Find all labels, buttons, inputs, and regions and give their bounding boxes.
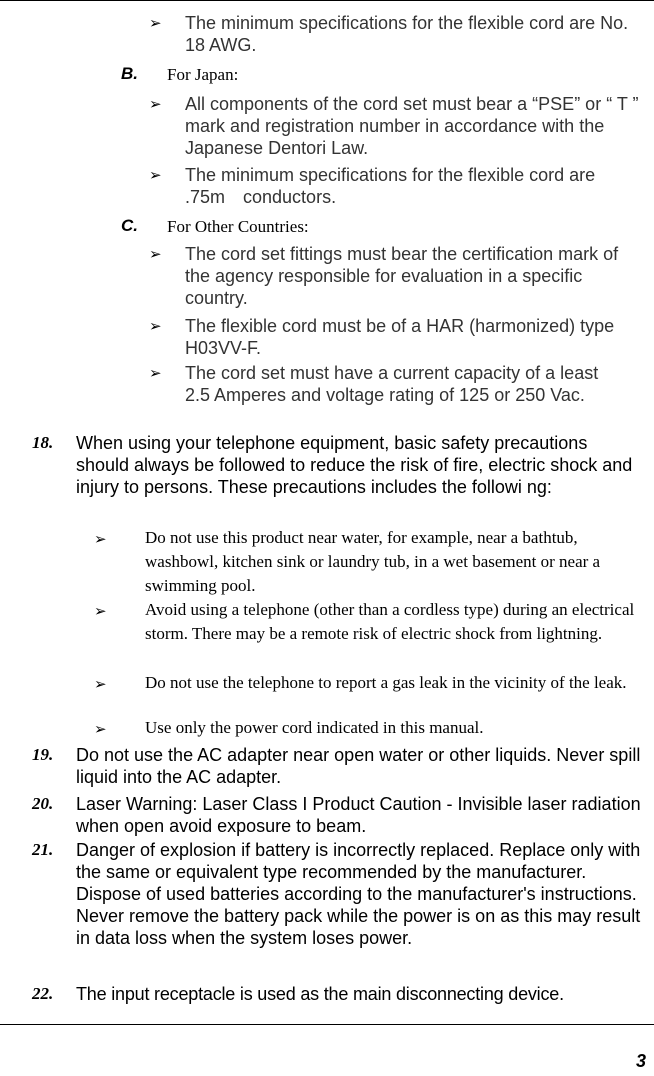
- bullet-arrow-icon: ➢: [94, 602, 107, 620]
- section-title-japan: For Japan:: [167, 65, 239, 84]
- section-title-other-countries: For Other Countries:: [167, 217, 309, 236]
- safety-bullet-water: Do not use this product near water, for example, near a bathtub, washbowl, kitchen sink or laundry tub, in a wet basement or near a swimming pool.: [145, 528, 601, 595]
- cord-spec-bullet: The minimum specifications for the flexible cord are No. 18 AWG.: [185, 13, 629, 55]
- footer-rule: [0, 1024, 654, 1025]
- item-number-22: 22.: [32, 984, 54, 1003]
- other-bullet-capacity: The cord set must have a current capacity of a least 2.5 Amperes and voltage rating of 125 or 250 Vac.: [185, 363, 599, 405]
- japan-bullet-spec: The minimum specifications for the flexible cord are .75m conductors.: [185, 165, 596, 207]
- section-letter-b: B.: [121, 64, 138, 83]
- bullet-arrow-icon: ➢: [149, 166, 162, 184]
- item-21-text: Danger of explosion if battery is incorrectly replaced. Replace only with the same or equivalent type recommended by the manufacturer. Dispose of used batteries according to the manufacturer's instructions. Never remove the battery pack while the power is on as this may result in data loss when the system loses power.: [76, 840, 641, 948]
- other-bullet-certification: The cord set fittings must bear the certification mark of the agency responsible for evaluation in a specific country.: [185, 244, 619, 308]
- bullet-arrow-icon: ➢: [149, 317, 162, 335]
- bullet-arrow-icon: ➢: [149, 364, 162, 382]
- item-19-text: Do not use the AC adapter near open water or other liquids. Never spill liquid into the AC adapter.: [76, 745, 641, 787]
- page-number: 3: [635, 1051, 646, 1071]
- top-rule: [0, 0, 654, 1]
- safety-bullet-gas: Do not use the telephone to report a gas leak in the vicinity of the leak.: [145, 673, 627, 692]
- item-22-text: The input receptacle is used as the main disconnecting device.: [76, 984, 564, 1004]
- bullet-arrow-icon: ➢: [94, 720, 107, 738]
- item-20-text: Laser Warning: Laser Class I Product Caution - Invisible laser radiation when open avoid exposure to beam.: [76, 794, 641, 836]
- item-18-text: When using your telephone equipment, basic safety precautions should always be followed to reduce the risk of fire, electric shock and injury to persons. These precautions includes the followi ng:: [76, 433, 633, 497]
- bullet-arrow-icon: ➢: [94, 530, 107, 548]
- japan-bullet-pse: All components of the cord set must bear a “PSE” or “ T ” mark and registration number in accordance with the Japanese Dentori Law.: [185, 94, 639, 158]
- other-bullet-har: The flexible cord must be of a HAR (harmonized) type H03VV-F.: [185, 316, 615, 358]
- safety-bullet-storm: Avoid using a telephone (other than a cordless type) during an electrical storm. There may be a remote risk of electric shock from lightning.: [145, 600, 635, 643]
- section-letter-c: C.: [121, 216, 138, 235]
- bullet-arrow-icon: ➢: [149, 245, 162, 263]
- item-number-18: 18.: [32, 433, 54, 452]
- bullet-arrow-icon: ➢: [94, 675, 107, 693]
- item-number-19: 19.: [32, 745, 54, 764]
- bullet-arrow-icon: ➢: [149, 14, 162, 32]
- safety-bullet-power-cord: Use only the power cord indicated in this manual.: [145, 718, 484, 737]
- bullet-arrow-icon: ➢: [149, 95, 162, 113]
- item-number-21: 21.: [32, 840, 54, 859]
- item-number-20: 20.: [32, 794, 54, 813]
